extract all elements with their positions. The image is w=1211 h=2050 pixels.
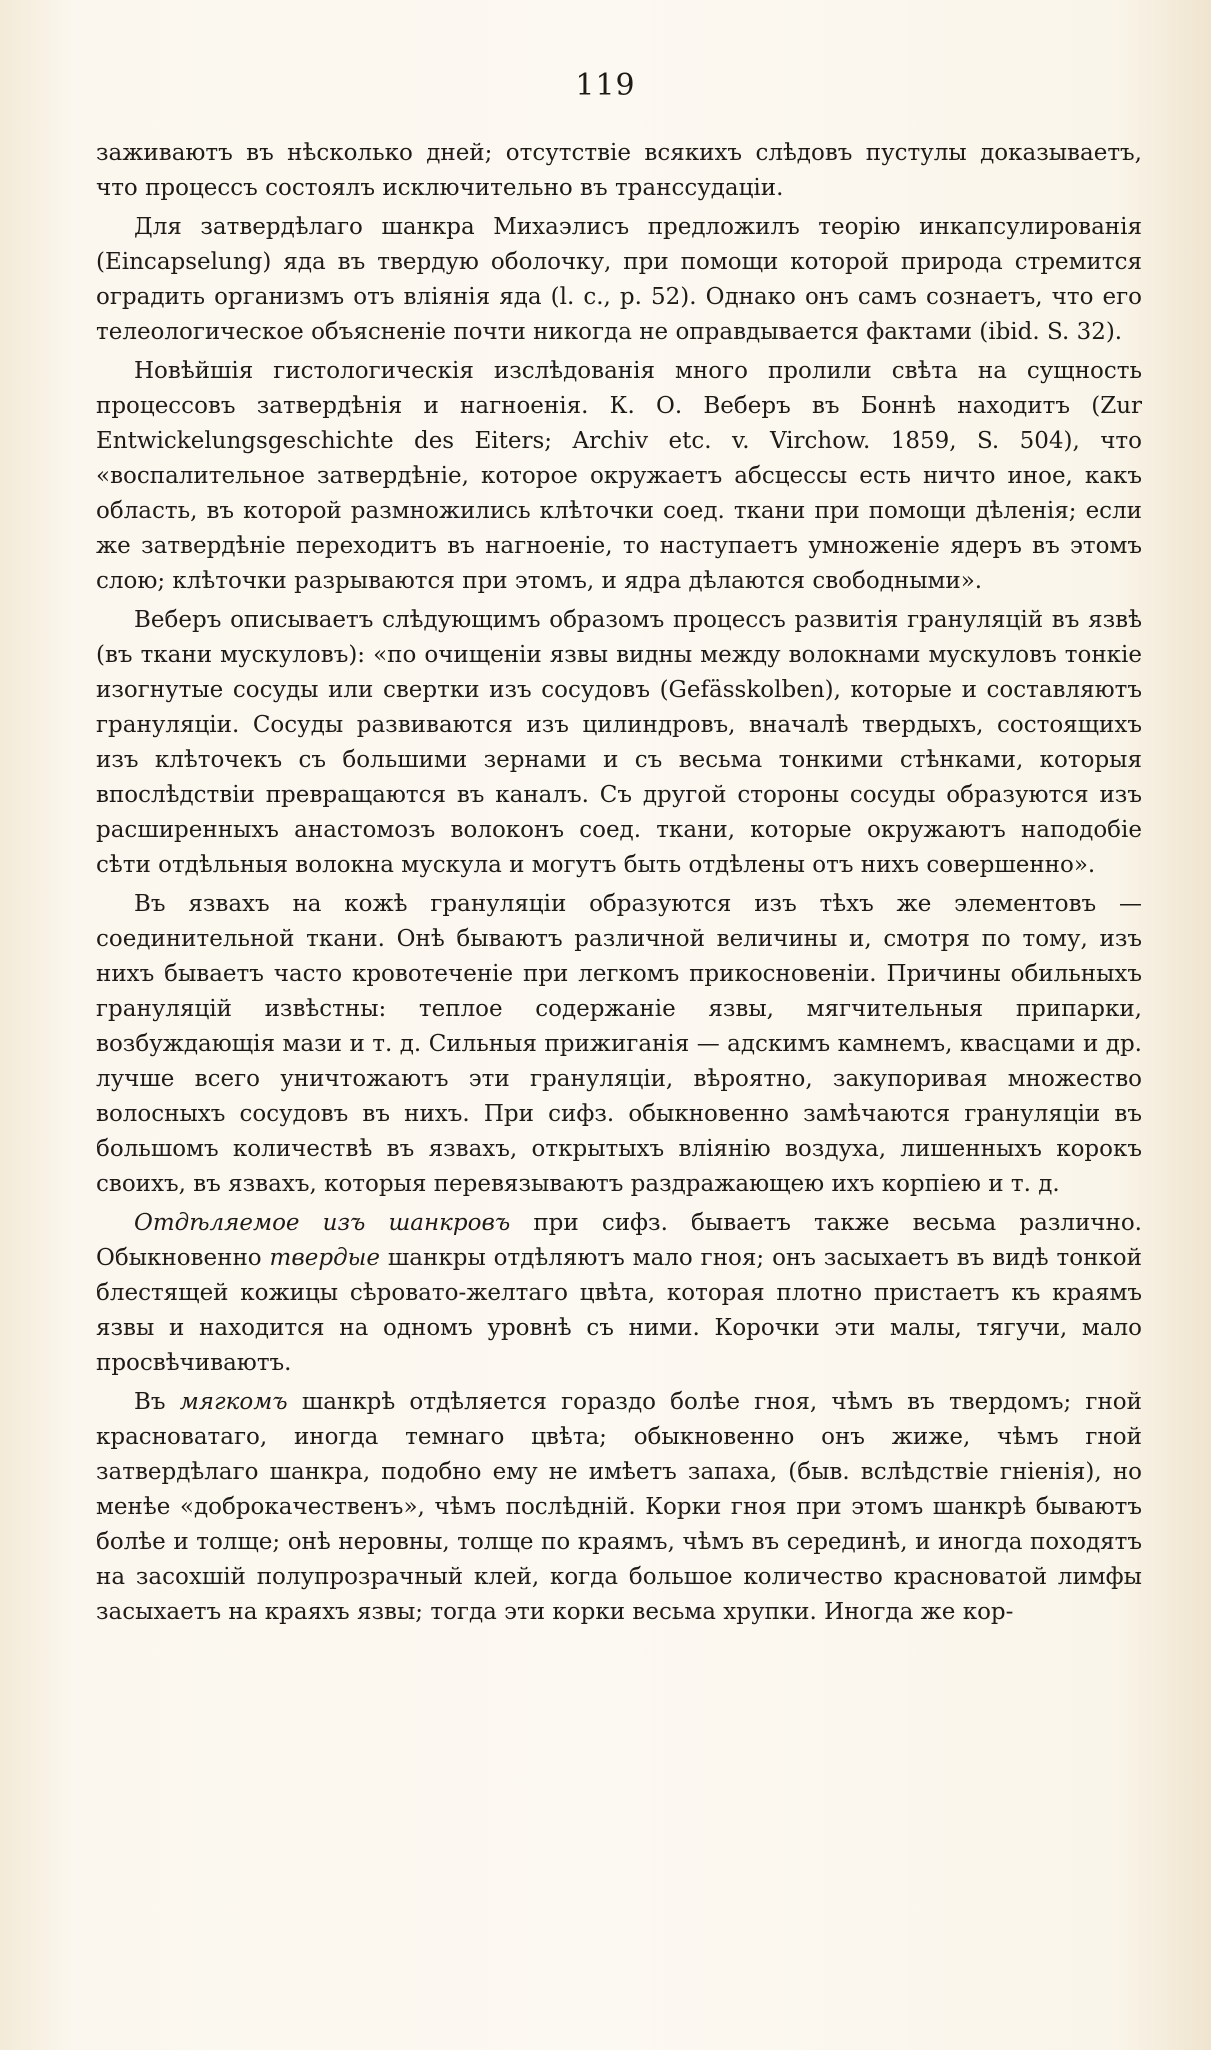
text-run: заживаютъ въ нѣсколько дней; отсутствіе всякихъ слѣдовъ пустулы доказываетъ, что процессъ состоялъ исключительно въ транссудаціи. [96,140,1142,201]
text-run: Веберъ описываетъ слѣдующимъ образомъ процессъ развитія грануляцій въ язвѣ (въ ткани мускуловъ): «по очищеніи язвы видны между волокнами мускуловъ тонкіе изогнутые сосуды или свертки изъ сосудовъ (Gefässkolben), которые и составляютъ грануляціи. Сосуды развиваются изъ цилиндровъ, вначалѣ твердыхъ, состоящихъ изъ клѣточекъ съ большими зернами и съ весьма тонкими стѣнками, которыя впослѣдствіи превращаются въ каналъ. Съ другой стороны сосуды образуются изъ расширенныхъ анастомозъ волоконъ соед. ткани, которые окружаютъ наподобіе сѣти отдѣльныя волокна мускула и могутъ быть отдѣлены отъ нихъ совершенно». [96,607,1142,878]
text-run: шанкрѣ отдѣляется гораздо болѣе гноя, чѣмъ въ твердомъ; гной красноватаго, иногда темнаго цвѣта; обыкновенно онъ жиже, чѣмъ гной затвердѣлаго шанкра, подобно ему не имѣетъ запаха, (быв. вслѣдствіе гніенія), но менѣе «доброкачественъ», чѣмъ послѣдній. Корки гноя при этомъ шанкрѣ бываютъ болѣе и толще; онѣ неровны, толще по краямъ, чѣмъ въ серединѣ, и иногда походятъ на засохшій полупрозрачный клей, когда большое количество красноватой лимфы засыхаетъ на краяхъ язвы; тогда эти корки весьма хрупки. Иногда же кор- [96,1389,1142,1625]
text-run: Новѣйшія гистологическія изслѣдованія много пролили свѣта на сущность процессовъ затвердѣнія и нагноенія. К. О. Веберъ въ Боннѣ находитъ (Zur Entwickelungsgeschichte des Eiters; Archiv etc. v. Virchow. 1859, S. 504), что «воспалительное затвердѣніе, которое окружаетъ абсцессы есть ничто иное, какъ область, въ которой размножились клѣточки соед. ткани при помощи дѣленія; если же затвердѣніе переходитъ въ нагноеніе, то наступаетъ умноженіе ядеръ въ этомъ слою; клѣточки разрываются при этомъ, и ядра дѣлаются свободными». [96,358,1142,594]
paragraph [96,603,1142,883]
text-run: Въ [134,1389,180,1415]
paragraph [96,887,1142,1202]
paragraph [96,1206,1142,1381]
text-run: Для затвердѣлаго шанкра Михаэлисъ предложилъ теорію инкапсулированія (Eincapselung) яда въ твердую оболочку, при помощи которой природа стремится оградить организмъ отъ вліянія яда (l. c., p. 52). Однако онъ самъ сознаетъ, что его телеологическое объясненіе почти никогда не оправдывается фактами (ibid. S. 32). [96,214,1142,345]
italic-text: твердые [269,1245,380,1271]
italic-text: Отдѣляемое изъ шанкровъ [134,1210,511,1236]
body-text [96,136,1142,1630]
paragraph [96,1385,1142,1630]
text-run: Въ язвахъ на кожѣ грануляціи образуются изъ тѣхъ же элементовъ — соединительной ткани. Онѣ бываютъ различной величины и, смотря по тому, изъ нихъ бываетъ часто кровотеченіе при легкомъ прикосновеніи. Причины обильныхъ грануляцій извѣстны: теплое содержаніе язвы, мягчительныя припарки, возбуждающія мази и т. д. Сильныя прижиганія — адскимъ камнемъ, квасцами и др. лучше всего уничтожаютъ эти грануляціи, вѣроятно, закупоривая множество волосныхъ сосудовъ въ нихъ. При сифз. обыкновенно замѣчаются грануляціи въ большомъ количествѣ въ язвахъ, открытыхъ вліянію воздуха, лишенныхъ корокъ своихъ, въ язвахъ, которыя перевязываютъ раздражающею ихъ корпіею и т. д. [96,891,1142,1197]
text-run: при сифз. бываетъ также весьма различно. Обыкновенно [96,1210,1142,1271]
text-run: шанкры отдѣляютъ мало гноя; онъ засыхаетъ въ видѣ тонкой блестящей кожицы сѣровато-желтаго цвѣта, которая плотно пристаетъ къ краямъ язвы и находится на одномъ уровнѣ съ ними. Корочки эти малы, тягучи, мало просвѣчиваютъ. [96,1245,1142,1376]
page-number: 119 [575,68,636,103]
paragraph [96,354,1142,599]
paragraph [96,210,1142,350]
italic-text: мягкомъ [179,1389,288,1415]
paragraph [96,136,1142,206]
